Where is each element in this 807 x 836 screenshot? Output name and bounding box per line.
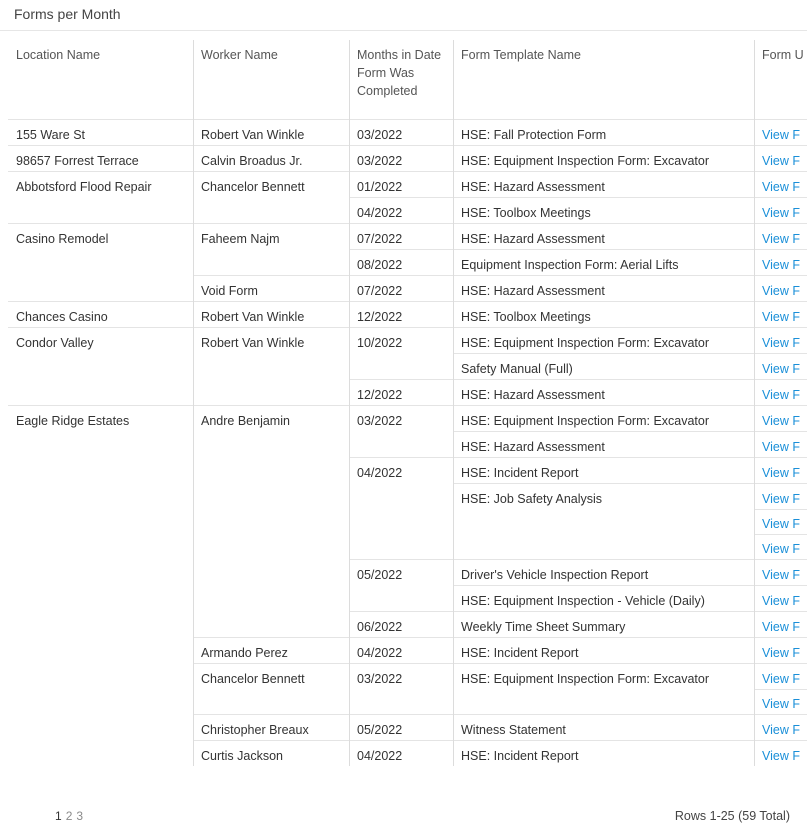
view-form-link[interactable]: View F (762, 697, 800, 711)
location-name-cell: Casino Remodel (16, 232, 109, 246)
form-template-name-cell: HSE: Toolbox Meetings (461, 206, 591, 220)
column-divider (754, 40, 755, 766)
view-form-link[interactable]: View F (762, 362, 800, 376)
worker-name-cell: Christopher Breaux (201, 723, 309, 737)
worker-name-cell (193, 380, 349, 406)
month-cell (349, 432, 453, 458)
view-form-link[interactable]: View F (762, 542, 800, 556)
worker-name-cell: Chancelor Bennett (201, 180, 305, 194)
worker-name-cell (193, 560, 349, 586)
pagination (55, 809, 87, 823)
form-template-name-cell: Safety Manual (Full) (461, 362, 573, 376)
view-form-link[interactable]: View F (762, 723, 800, 737)
table-row (8, 458, 807, 484)
location-name-cell (8, 638, 193, 664)
month-cell: 04/2022 (357, 646, 403, 660)
location-name-cell: Eagle Ridge Estates (16, 414, 130, 428)
form-template-name-cell: Equipment Inspection Form: Aerial Lifts (461, 258, 679, 272)
form-template-name-cell: Witness Statement (461, 723, 566, 737)
form-template-name-cell: HSE: Incident Report (461, 749, 579, 763)
row-divider (8, 327, 807, 328)
month-cell: 07/2022 (357, 284, 403, 298)
column-divider (453, 40, 454, 766)
worker-name-cell (193, 198, 349, 224)
location-name-cell: Abbotsford Flood Repair (16, 180, 152, 194)
location-name-cell (8, 354, 193, 380)
view-form-link[interactable]: View F (762, 594, 800, 608)
worker-name-cell (193, 484, 349, 560)
form-template-name-cell: Driver's Vehicle Inspection Report (461, 568, 649, 582)
form-template-name-cell: HSE: Hazard Assessment (461, 284, 605, 298)
table-row (8, 432, 807, 458)
location-name-cell: Condor Valley (16, 336, 94, 350)
worker-name-cell: Faheem Najm (201, 232, 280, 246)
table-row (8, 484, 807, 560)
view-form-link[interactable]: View F (762, 620, 800, 634)
view-form-link[interactable]: View F (762, 466, 800, 480)
month-cell: 12/2022 (357, 388, 403, 402)
row-divider (349, 559, 807, 560)
view-form-link[interactable]: View F (762, 749, 800, 763)
view-form-link[interactable]: View F (762, 568, 800, 582)
view-form-link[interactable]: View F (762, 258, 800, 272)
row-divider (754, 689, 807, 690)
row-divider (193, 714, 807, 715)
table-row (8, 354, 807, 380)
view-form-link[interactable]: View F (762, 310, 800, 324)
row-divider (193, 663, 807, 664)
location-name-cell (8, 715, 193, 741)
month-cell: 05/2022 (357, 723, 403, 737)
form-template-name-cell: HSE: Hazard Assessment (461, 440, 605, 454)
location-name-cell (8, 432, 193, 458)
month-cell: 04/2022 (357, 466, 403, 480)
location-name-cell: 98657 Forrest Terrace (16, 154, 139, 168)
column-divider (193, 40, 194, 766)
location-name-cell: Chances Casino (16, 310, 108, 324)
worker-name-cell (193, 458, 349, 484)
table-row (8, 638, 807, 664)
view-form-link[interactable]: View F (762, 517, 800, 531)
worker-name-cell: Void Form (201, 284, 258, 298)
row-divider (193, 275, 807, 276)
form-template-name-cell: HSE: Hazard Assessment (461, 232, 605, 246)
table-row (8, 302, 807, 328)
row-divider (754, 534, 807, 535)
worker-name-cell (193, 612, 349, 638)
worker-name-cell: Calvin Broadus Jr. (201, 154, 303, 168)
table-row (8, 276, 807, 302)
page-title: Forms per Month (14, 6, 121, 22)
column-header[interactable]: Worker Name (201, 48, 278, 62)
table-row (8, 146, 807, 172)
table-row (8, 560, 807, 586)
row-divider (754, 509, 807, 510)
month-cell: 03/2022 (357, 672, 403, 686)
table-row (8, 586, 807, 612)
row-divider (349, 611, 807, 612)
location-name-cell: 155 Ware St (16, 128, 86, 142)
table-row (8, 380, 807, 406)
view-form-link[interactable]: View F (762, 154, 800, 168)
table-row (8, 250, 807, 276)
table-row (8, 664, 807, 715)
row-divider (193, 740, 807, 741)
view-form-link[interactable]: View F (762, 180, 800, 194)
column-header[interactable]: Location Name (16, 48, 101, 62)
month-cell: 10/2022 (357, 336, 403, 350)
title-divider (0, 30, 807, 31)
month-cell (349, 354, 453, 380)
view-form-link[interactable]: View F (762, 672, 800, 686)
table-row (8, 224, 807, 250)
table-row (8, 120, 807, 146)
worker-name-cell (193, 432, 349, 458)
month-cell: 03/2022 (357, 414, 403, 428)
form-template-name-cell: HSE: Toolbox Meetings (461, 310, 591, 324)
column-header[interactable]: Months in Date Form Was Completed (357, 48, 442, 98)
form-template-name-cell: HSE: Equipment Inspection Form: Excavator (461, 414, 710, 428)
form-template-name-cell: HSE: Equipment Inspection - Vehicle (Daily) (461, 594, 705, 608)
view-form-link[interactable]: View F (762, 492, 800, 506)
form-template-name-cell: HSE: Incident Report (461, 466, 579, 480)
month-cell: 03/2022 (357, 154, 403, 168)
location-name-cell (8, 664, 193, 715)
table-row (8, 406, 807, 432)
worker-name-cell: Curtis Jackson (201, 749, 283, 763)
month-cell (349, 586, 453, 612)
view-form-link[interactable]: View F (762, 232, 800, 246)
month-cell: 07/2022 (357, 232, 403, 246)
form-template-name-cell: HSE: Incident Report (461, 646, 579, 660)
row-divider (349, 379, 807, 380)
view-form-link[interactable]: View F (762, 388, 800, 402)
forms-table (8, 40, 807, 766)
page-link-1[interactable]: 1 (55, 809, 62, 823)
column-header[interactable]: Form U (762, 48, 804, 62)
worker-name-cell (193, 250, 349, 276)
location-name-cell (8, 612, 193, 638)
month-cell: 01/2022 (357, 180, 403, 194)
location-name-cell (8, 458, 193, 484)
location-name-cell (8, 741, 193, 766)
row-divider (8, 171, 807, 172)
row-divider (8, 223, 807, 224)
form-template-name-cell: HSE: Hazard Assessment (461, 388, 605, 402)
worker-name-cell: Robert Van Winkle (201, 128, 305, 142)
table-row (8, 328, 807, 354)
row-divider (8, 119, 807, 120)
rows-total: Rows 1-25 (59 Total) (674, 809, 790, 823)
row-divider (349, 249, 807, 250)
page-link-3[interactable]: 3 (76, 809, 84, 823)
month-cell: 06/2022 (357, 620, 403, 634)
view-form-link[interactable]: View F (762, 646, 800, 660)
form-template-name-cell: Weekly Time Sheet Summary (461, 620, 626, 634)
month-cell: 08/2022 (357, 258, 403, 272)
table-row (8, 198, 807, 224)
page-link-2[interactable]: 2 (65, 809, 73, 823)
view-form-link[interactable]: View F (762, 336, 800, 350)
table-row (8, 612, 807, 638)
worker-name-cell (193, 586, 349, 612)
month-cell (349, 484, 453, 560)
worker-name-cell: Chancelor Bennett (201, 672, 305, 686)
view-form-link[interactable]: View F (762, 206, 800, 220)
worker-name-cell: Armando Perez (201, 646, 288, 660)
location-name-cell (8, 586, 193, 612)
row-divider (193, 637, 807, 638)
row-divider (349, 457, 807, 458)
form-template-name-cell: HSE: Equipment Inspection Form: Excavator (461, 154, 710, 168)
location-name-cell (8, 250, 193, 276)
location-name-cell (8, 380, 193, 406)
row-divider (349, 197, 807, 198)
table-row (8, 715, 807, 741)
location-name-cell (8, 560, 193, 586)
month-cell: 03/2022 (357, 128, 403, 142)
month-cell: 12/2022 (357, 310, 403, 324)
location-name-cell (8, 484, 193, 560)
row-divider (8, 145, 807, 146)
view-form-link[interactable]: View F (762, 128, 800, 142)
row-divider (8, 301, 807, 302)
month-cell: 04/2022 (357, 206, 403, 220)
worker-name-cell: Robert Van Winkle (201, 336, 305, 350)
worker-name-cell (193, 354, 349, 380)
form-template-name-cell: HSE: Job Safety Analysis (461, 492, 603, 506)
form-template-name-cell: HSE: Equipment Inspection Form: Excavator (461, 672, 710, 686)
month-cell: 04/2022 (357, 749, 403, 763)
location-name-cell (8, 198, 193, 224)
worker-name-cell: Andre Benjamin (201, 414, 290, 428)
view-form-link[interactable]: View F (762, 440, 800, 454)
column-divider (349, 40, 350, 766)
month-cell: 05/2022 (357, 568, 403, 582)
table-row (8, 172, 807, 198)
worker-name-cell: Robert Van Winkle (201, 310, 305, 324)
table-header (8, 40, 807, 120)
view-form-link[interactable]: View F (762, 284, 800, 298)
row-divider (8, 405, 807, 406)
form-template-name-cell: HSE: Fall Protection Form (461, 128, 607, 142)
table-row (8, 741, 807, 766)
form-template-name-cell: HSE: Equipment Inspection Form: Excavator (461, 336, 710, 350)
location-name-cell (8, 276, 193, 302)
form-template-name-cell: HSE: Hazard Assessment (461, 180, 605, 194)
column-header[interactable]: Form Template Name (461, 48, 581, 62)
view-form-link[interactable]: View F (762, 414, 800, 428)
